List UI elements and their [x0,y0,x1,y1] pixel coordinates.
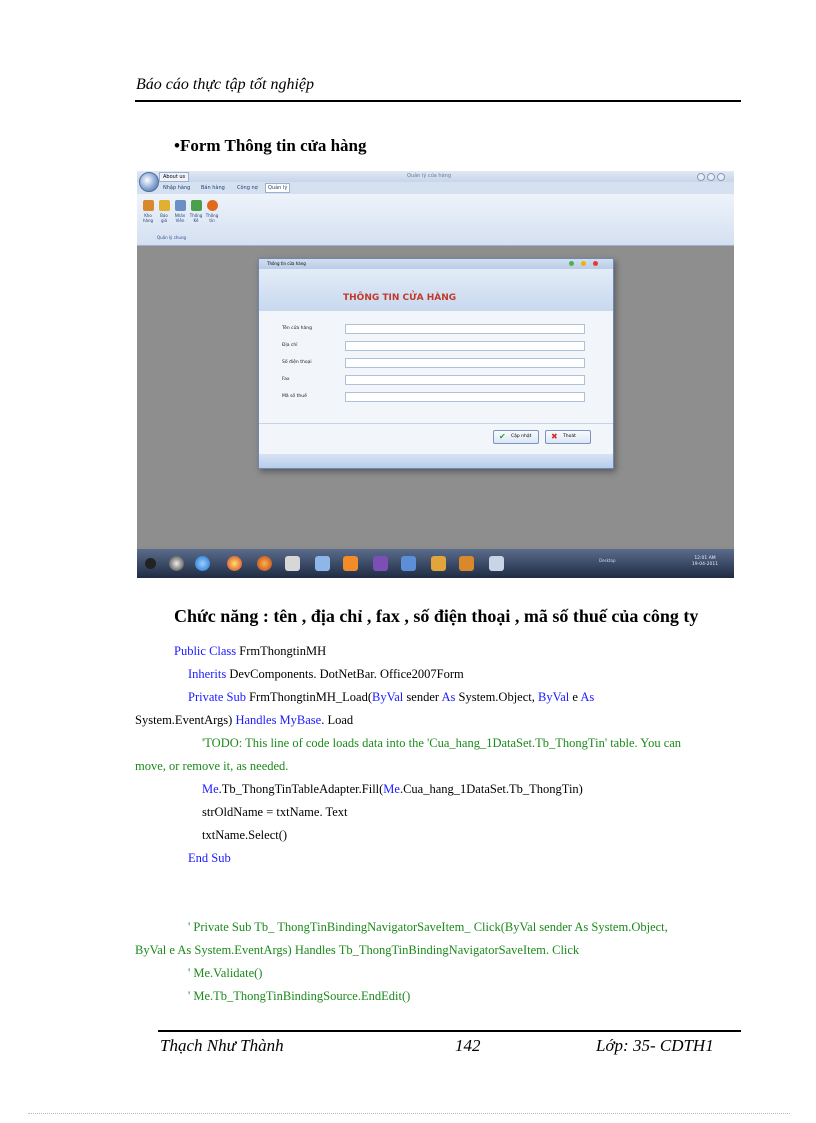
check-icon: ✔ [499,432,506,441]
code-line-1 [174,644,326,659]
pencil-icon [159,200,170,211]
code-line-8: strOldName = txtName. Text [202,805,348,819]
ie-icon [195,556,210,571]
footer-class: Lớp: 35- CDTH1 [596,1036,714,1055]
ribbon-label-bao-gia: Báo giá [160,213,168,223]
dialog-titlebar [259,259,613,269]
code-line-4 [135,713,353,728]
code-keyword: Private Sub [188,690,246,704]
code-line-7 [202,782,583,797]
field-label-ma-so-thue: Mã số thuế [282,394,307,399]
code-keyword: Public Class [174,644,237,658]
code-keyword: Handles MyBase [235,713,322,727]
app-icon-4 [401,556,416,571]
app-icon-2 [315,556,330,571]
code-text: System.EventArgs) [135,713,236,727]
field-input-ten-cua-hang [345,324,585,334]
app-icon-1 [285,556,300,571]
ribbon-group-label: Quản lý chung [157,235,187,240]
app-titlebar [137,171,734,182]
code-keyword: ByVal [372,690,404,704]
menu-ban-hang: Bán hàng [201,185,225,191]
header-rule [135,100,741,102]
close-icon [717,173,725,181]
taskbar-clock [685,556,725,568]
field-label-dia-chi: Địa chỉ [282,343,298,348]
section-title: •Form Thông tin cửa hàng [174,136,367,155]
shop-info-dialog [258,258,614,469]
exit-button [545,430,591,444]
update-button-label: Cập nhật [511,434,532,439]
code-text: System.Object, [455,690,539,704]
chart-icon [191,200,202,211]
field-label-so-dien-thoai: Số điện thoại [282,360,312,365]
staff-icon [175,200,186,211]
code-keyword: Me [202,782,219,796]
ribbon-label-kho-hang: Kho hàng [142,213,154,223]
dialog-minimize-icon [569,261,574,266]
x-icon: ✖ [551,432,558,441]
function-description: Chức năng : tên , địa chỉ , fax , số điện thoại , mã số thuế của công ty [174,606,699,626]
footer-page-number: 142 [455,1036,481,1055]
code-line-5: 'TODO: This line of code loads data into the 'Cua_hang_1DataSet.Tb_ThongTin' table. You can [202,736,682,750]
code-line-13: ' Me.Validate() [188,966,263,980]
code-keyword: Inherits [188,667,227,681]
code-text: . Load [321,713,354,727]
field-input-fax [345,375,585,385]
footer-rule [158,1030,741,1032]
start-orb-icon [169,556,184,571]
menu-nhap-hang: Nhập hàng [163,185,191,191]
app-icon-active [489,556,504,571]
code-keyword: As [580,690,595,704]
field-label-fax: Fax [282,377,290,382]
code-line-14: ' Me.Tb_ThongTinBindingSource.EndEdit() [188,989,411,1003]
code-line-3 [188,690,594,705]
ribbon-label-thong-tin: Thông tin [205,213,219,223]
minimize-icon [697,173,705,181]
page-header-title: Báo cáo thực tập tốt nghiệp [136,76,315,93]
dialog-title: Thông tin cửa hàng [267,261,306,266]
chrome-icon [227,556,242,571]
vlc-icon [343,556,358,571]
info-icon [207,200,218,211]
app-ribbon [137,194,734,246]
field-label-ten-cua-hang: Tên cửa hàng [282,326,312,331]
ribbon-label-thong-ke: Thống Kê [189,213,203,223]
code-line-12: ByVal e As System.EventArgs) Handles Tb_ThongTinBindingNavigatorSaveItem. Click [135,943,580,957]
apple-icon [145,558,156,569]
dialog-banner [259,269,613,311]
code-line-6: move, or remove it, as needed. [135,759,289,773]
menu-cong-no: Công nợ [237,185,258,191]
code-line-2 [188,667,464,682]
dialog-maximize-icon [581,261,586,266]
dialog-close-icon [593,261,598,266]
field-input-ma-so-thue [345,392,585,402]
code-line-9: txtName.Select() [202,828,288,842]
app-orb-icon [139,172,159,192]
windows-taskbar [137,549,734,578]
window-title: Quản lý cửa hàng [407,173,452,179]
update-button [493,430,539,444]
firefox-icon [257,556,272,571]
page-bottom-dotted-line [28,1113,790,1114]
app-menubar [137,182,734,194]
warehouse-icon [143,200,154,211]
dialog-heading: THÔNG TIN CỬA HÀNG [343,293,457,303]
code-keyword: Me [383,782,400,796]
code-keyword: ByVal [538,690,570,704]
code-text: FrmThongtinMH_Load( [245,690,373,704]
code-line-11: ' Private Sub Tb_ ThongTinBindingNavigatorSaveItem_ Click(ByVal sender As System.Object, [188,920,668,934]
code-keyword: As [441,690,456,704]
dialog-footer-band [259,454,613,468]
code-text: sender [403,690,442,704]
code-text: FrmThongtinMH [236,644,327,658]
exit-button-label: Thoát [563,434,576,439]
ribbon-label-nhan-vien: Nhân Viên [174,213,186,223]
code-line-10: End Sub [188,851,231,865]
code-text: .Cua_hang_1DataSet.Tb_ThongTin) [399,782,583,796]
about-tab: About us [159,172,189,182]
code-text: DevComponents. DotNetBar. Office2007Form [226,667,464,681]
clock-time: 12:01 AM [694,556,716,561]
app-icon-6 [459,556,474,571]
footer-author: Thạch Như Thành [160,1036,284,1055]
code-text: .Tb_ThongTinTableAdapter.Fill( [218,782,384,796]
app-screenshot [137,171,734,578]
field-input-so-dien-thoai [345,358,585,368]
tray-label: Desktop [599,558,616,563]
code-text: e [569,690,581,704]
app-icon-5 [431,556,446,571]
field-input-dia-chi [345,341,585,351]
app-icon-3 [373,556,388,571]
maximize-icon [707,173,715,181]
dialog-separator [259,423,613,424]
menu-quan-ly: Quản lý [265,183,290,193]
clock-date: 19-04-2011 [691,562,719,567]
